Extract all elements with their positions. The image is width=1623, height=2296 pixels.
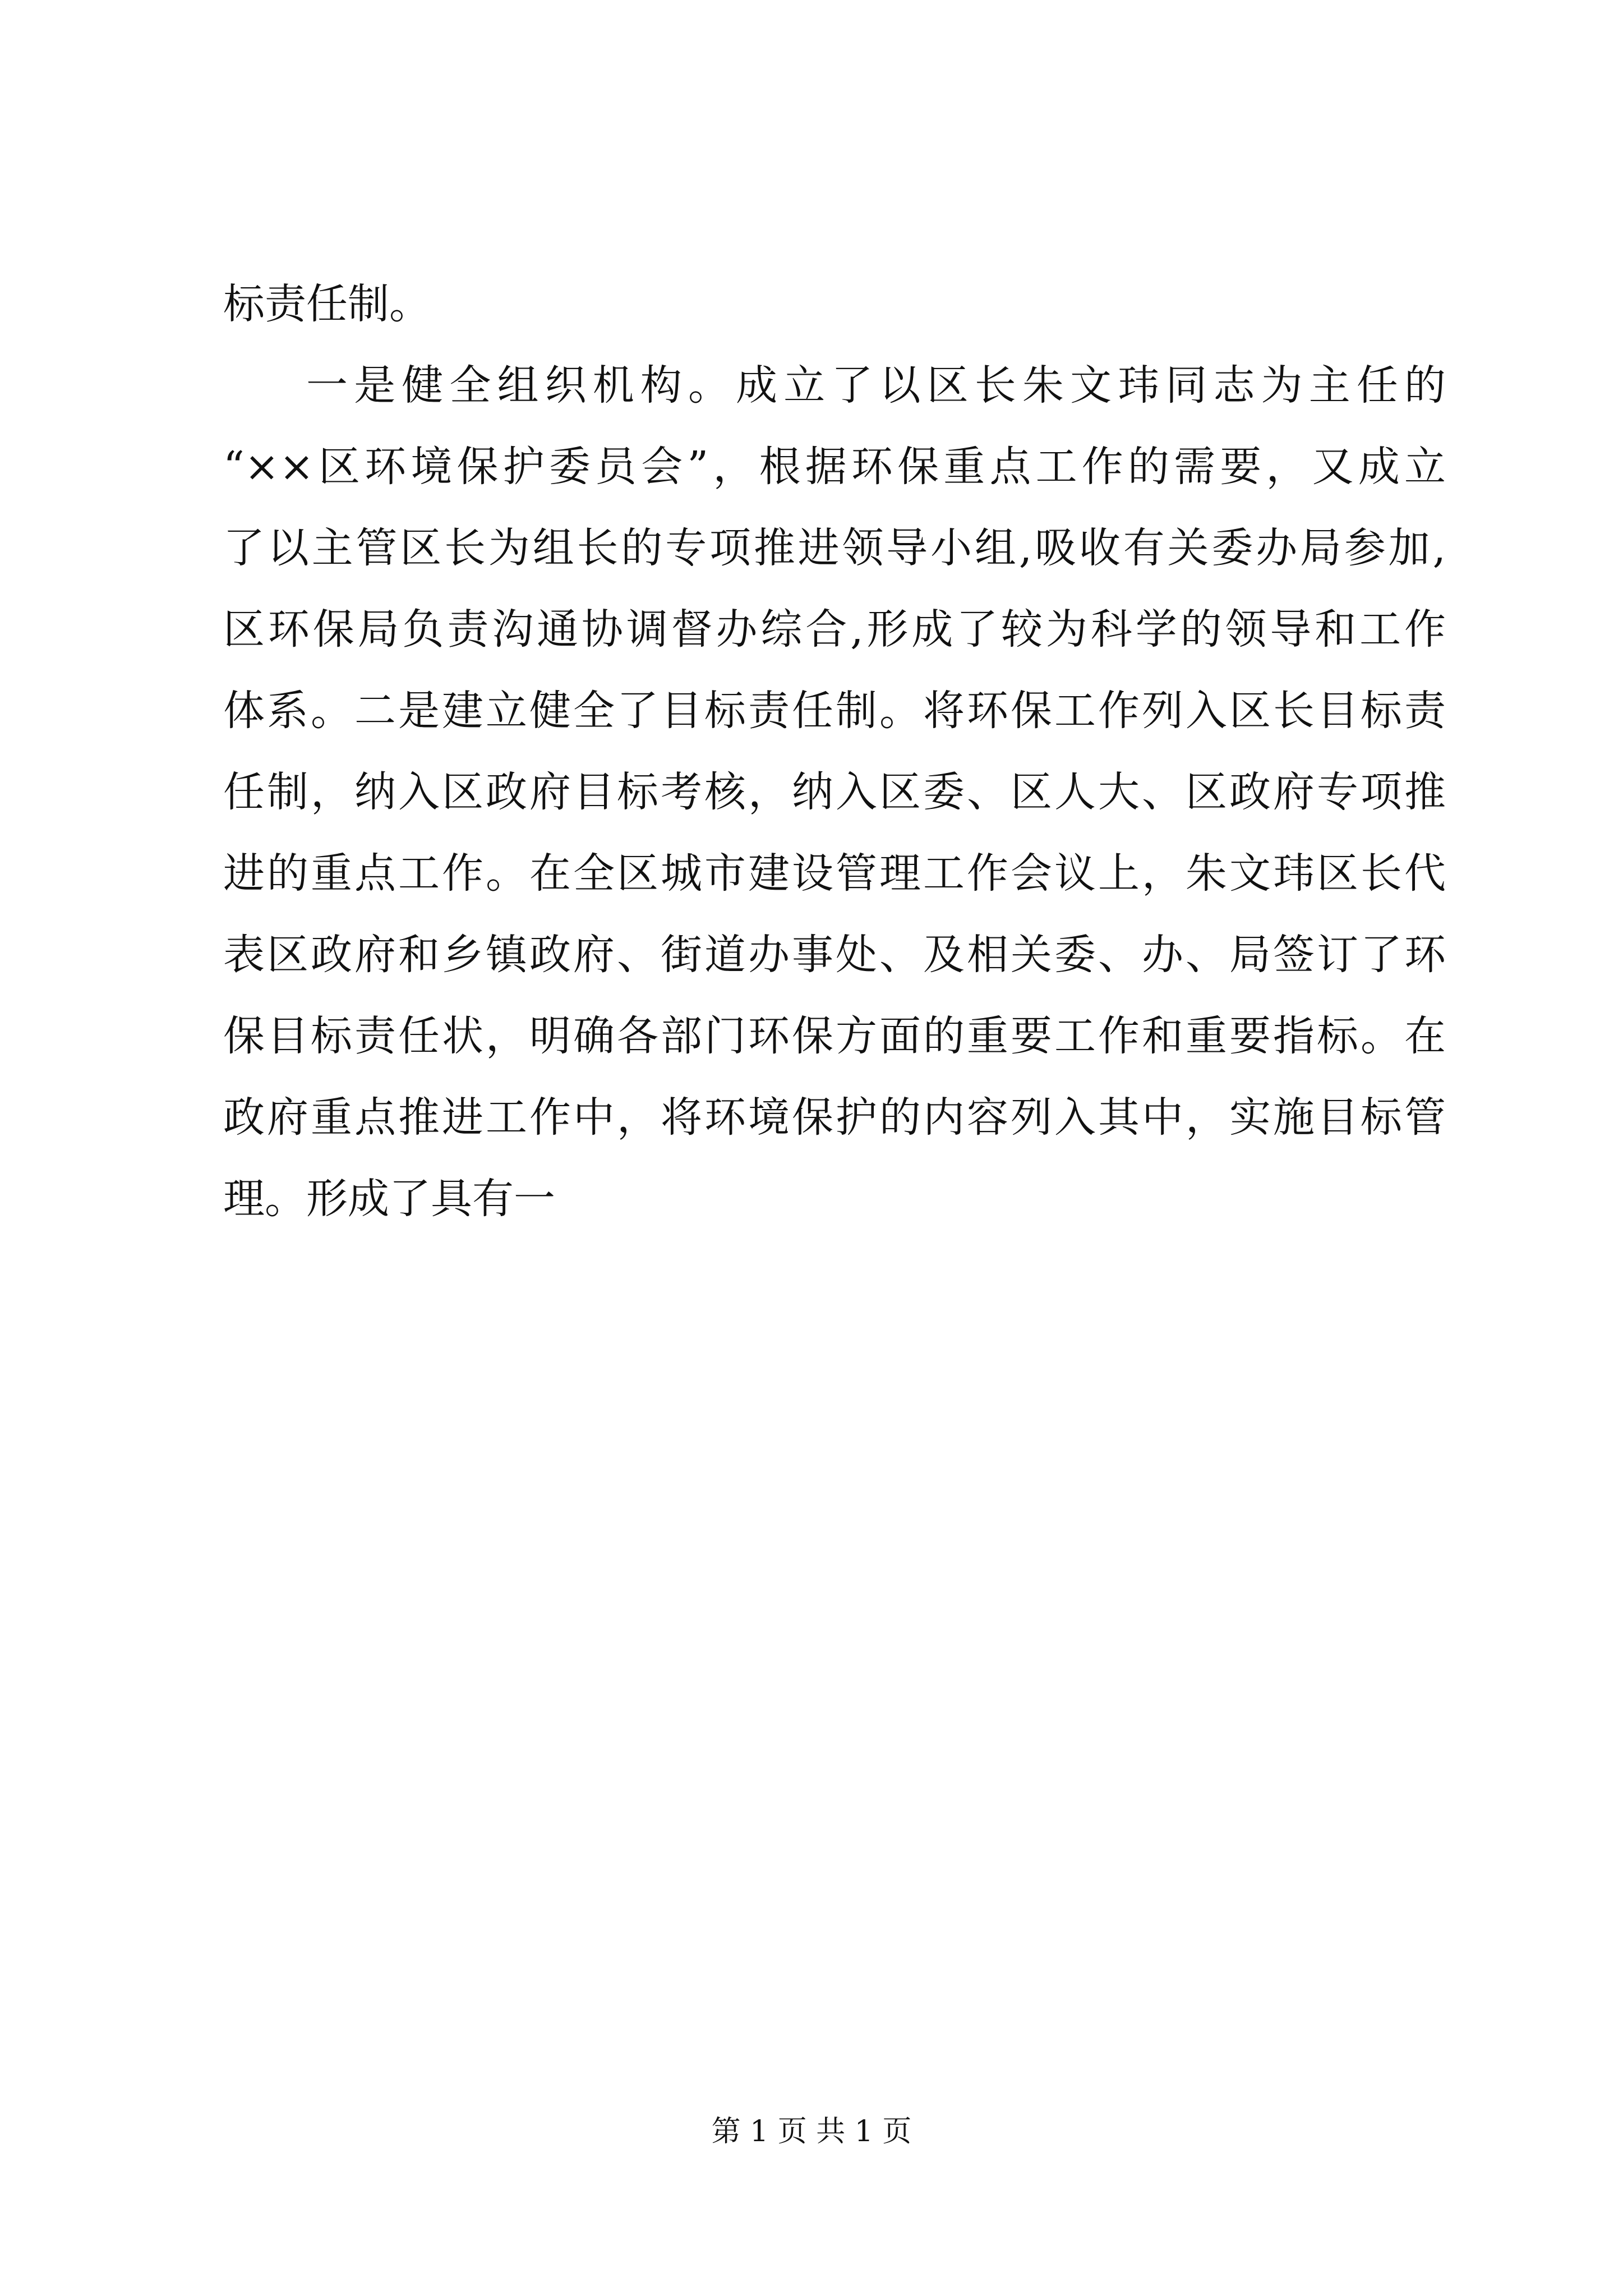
text-line: 区环保局负责沟通协调督办综合,形成了较为科学的领导和工作: [223, 605, 1446, 654]
text-line: 标责任制。: [223, 280, 431, 328]
text-line: 任制，纳入区政府目标考核，纳入区委、区人大、区政府专项推: [223, 768, 1446, 816]
body-text: [223, 264, 1446, 1240]
text-line: 体系。二是建立健全了目标责任制。将环保工作列入区长目标责: [223, 687, 1446, 735]
text-line: 理。形成了具有一: [223, 1175, 555, 1223]
text-line: 了以主管区长为组长的专项推进领导小组,吸收有关委办局参加,: [223, 524, 1446, 572]
text-line: “××区环境保护委员会”，根据环保重点工作的需要，又成立: [223, 443, 1446, 491]
text-line: 表区政府和乡镇政府、街道办事处、及相关委、办、局签订了环: [223, 931, 1446, 979]
text-line: 进的重点工作。在全区城市建设管理工作会议上，朱文玮区长代: [223, 849, 1446, 898]
page-footer: 第 1 页 共 1 页: [711, 2115, 912, 2148]
text-line: 一是健全组织机构。成立了以区长朱文玮同志为主任的: [306, 361, 1446, 409]
text-line: 保目标责任状，明确各部门环保方面的重要工作和重要指标。在: [223, 1012, 1446, 1060]
text-line: 政府重点推进工作中，将环境保护的内容列入其中，实施目标管: [223, 1093, 1446, 1142]
